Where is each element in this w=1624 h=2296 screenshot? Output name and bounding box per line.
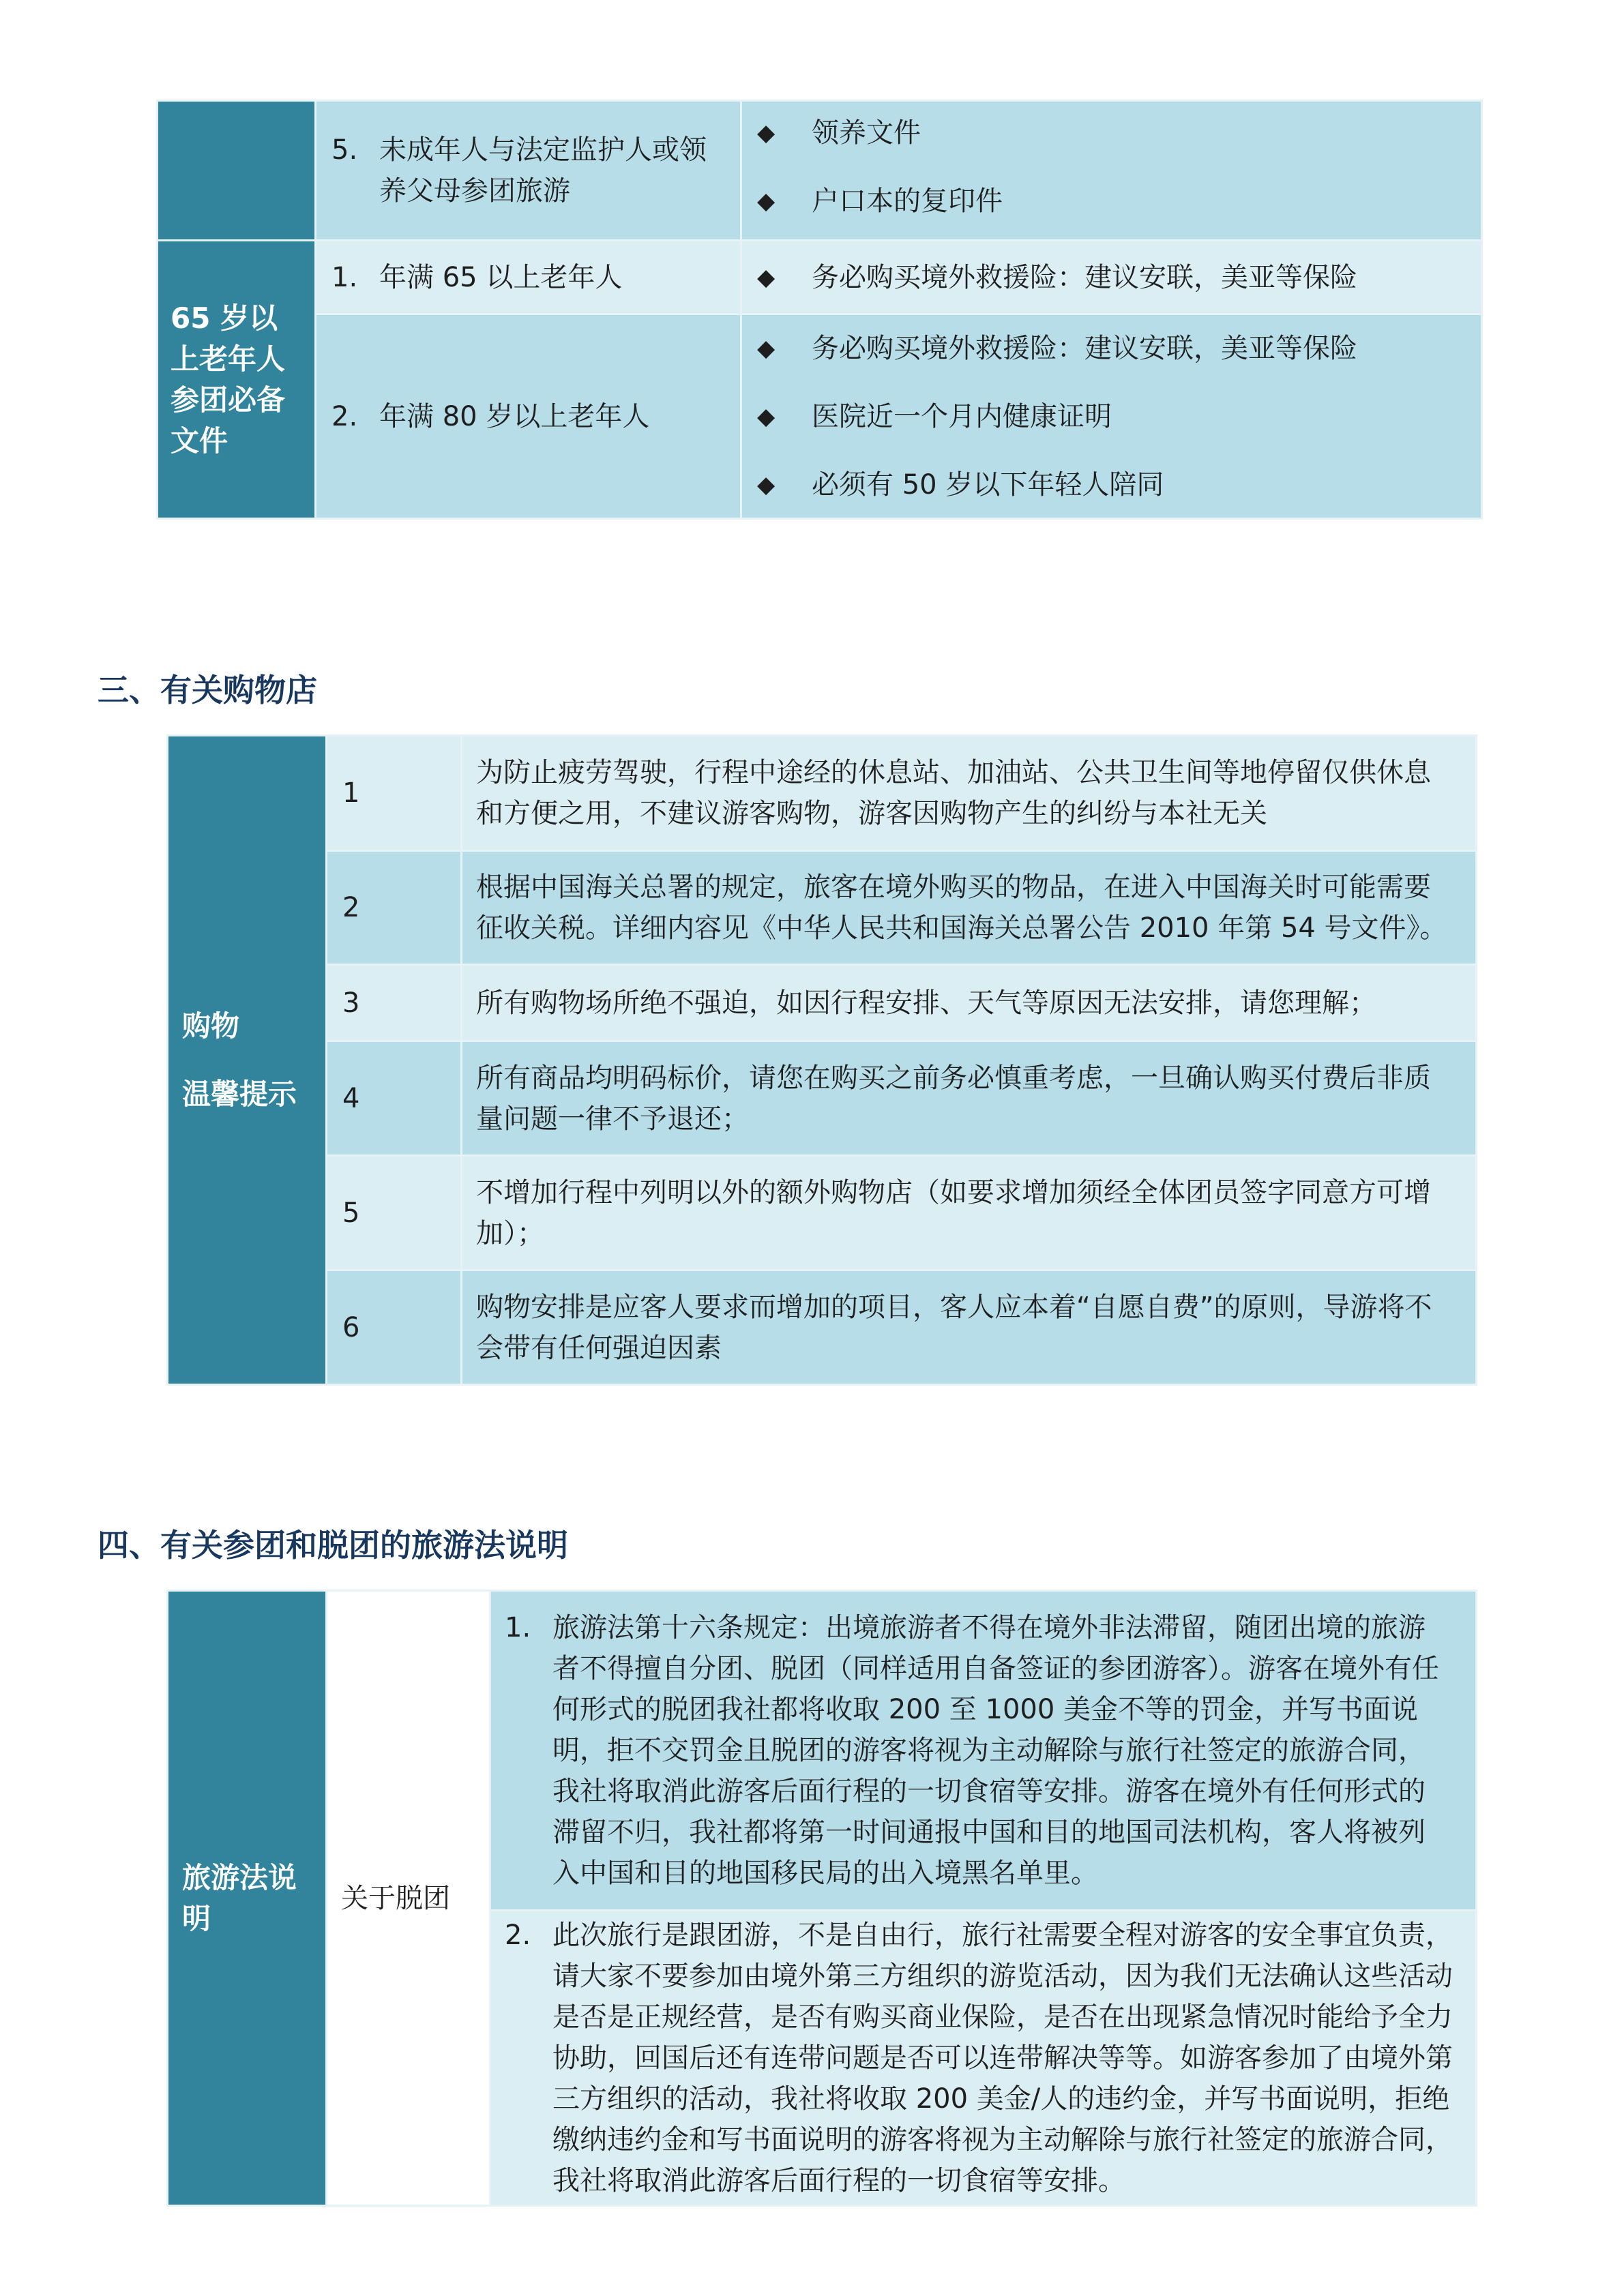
doc-item: ◆ 领养文件 bbox=[757, 113, 1467, 153]
doc-item: ◆ 务必购买境外救援险：建议安联，美亚等保险 bbox=[757, 257, 1467, 298]
doc-item: ◆ 户口本的复印件 bbox=[757, 181, 1467, 222]
tip-number: 2 bbox=[327, 851, 462, 965]
law-item-text: 旅游法第十六条规定：出境旅游者不得在境外非法滞留，随团出境的旅游者不得擅自分团、脱团（同样适用自备签证的参团游客）。游客在境外有任何形式的脱团我社都将收取 200 至 1000 美金不等的罚金，并写书面说明，拒不交罚金且脱团的游客将视为主动解除与旅行社签定的旅游合同，我社将取消此游客后面行程的一切食宿等安排。游客在境外有任何形式的滞留不归，我社都将第一时间通报中国和目的地国司法机构，客人将被列入中国和目的地国移民局的出入境黑名单里。 bbox=[552, 1612, 1439, 1889]
guardian-item-number: 5. bbox=[331, 134, 358, 166]
tip-number: 3 bbox=[327, 965, 462, 1041]
senior65-docs-cell bbox=[741, 241, 1482, 314]
law-item-number: 1. bbox=[505, 1612, 531, 1643]
diamond-bullet-icon: ◆ bbox=[757, 334, 776, 362]
section4-heading: 四、有关参团和脱团的旅游法说明 bbox=[98, 1527, 568, 1564]
senior80-docs-cell bbox=[741, 314, 1482, 519]
doc-item: ◆ 医院近一个月内健康证明 bbox=[757, 396, 1467, 437]
law-label-cell: 旅游法说明 bbox=[168, 1591, 327, 2206]
shopping-tips-table bbox=[166, 734, 1477, 1386]
law-item-cell bbox=[490, 1911, 1477, 2206]
section3-heading: 三、有关购物店 bbox=[98, 672, 317, 709]
law-item-number: 2. bbox=[505, 1920, 531, 1951]
shopping-label-line1: 购物 bbox=[182, 1009, 240, 1043]
diamond-bullet-icon: ◆ bbox=[757, 263, 776, 291]
law-item-cell bbox=[490, 1591, 1477, 1911]
guardian-docs-cell bbox=[741, 101, 1482, 241]
law-item-text: 此次旅行是跟团游，不是自由行，旅行社需要全程对游客的安全事宜负责，请大家不要参加由境外第三方组织的游览活动，因为我们无法确认这些活动是否是正规经营，是否有购买商业保险，是否在出现紧急情况时能给予全力协助，回国后还有连带问题是否可以连带解决等等。如游客参加了由境外第三方组织的活动，我社将收取 200 美金/人的违约金，并写书面说明，拒绝缴纳违约金和写书面说明的游客将视为主动解除与旅行社签定的旅游合同，我社将取消此游客后面行程的一切食宿等安排。 bbox=[552, 1920, 1453, 2196]
senior80-item-number: 2. bbox=[331, 400, 358, 432]
tourism-law-table bbox=[166, 1590, 1477, 2207]
tip-text: 根据中国海关总署的规定，旅客在境外购买的物品，在进入中国海关时可能需要征收关税。详细内容见《中华人民共和国海关总署公告 2010 年第 54 号文件》。 bbox=[462, 851, 1477, 965]
doc-item: ◆ 务必购买境外救援险：建议安联，美亚等保险 bbox=[757, 328, 1467, 369]
senior65-item-number: 1. bbox=[331, 261, 358, 293]
diamond-bullet-icon: ◆ bbox=[757, 119, 776, 147]
category-cell-empty bbox=[158, 101, 316, 241]
senior-category-label: 65 岁以上老年人参团必备文件 bbox=[158, 241, 316, 519]
tip-text: 为防止疲劳驾驶，行程中途经的休息站、加油站、公共卫生间等地停留仅供休息和方便之用，不建议游客购物，游客因购物产生的纠纷与本社无关 bbox=[462, 736, 1477, 851]
shopping-label-line2: 温馨提示 bbox=[182, 1077, 297, 1111]
diamond-bullet-icon: ◆ bbox=[757, 471, 776, 498]
shopping-label-cell bbox=[168, 736, 327, 1385]
required-documents-table bbox=[156, 100, 1483, 520]
law-sub-label: 关于脱团 bbox=[327, 1591, 490, 2206]
diamond-bullet-icon: ◆ bbox=[757, 402, 776, 430]
guardian-item-cell bbox=[316, 101, 741, 241]
senior80-item-text: 年满 80 岁以上老年人 bbox=[379, 400, 650, 432]
tip-number: 5 bbox=[327, 1156, 462, 1270]
tip-text: 所有购物场所绝不强迫，如因行程安排、天气等原因无法安排，请您理解； bbox=[462, 965, 1477, 1041]
senior65-item-cell bbox=[316, 241, 741, 314]
doc-item: ◆ 必须有 50 岁以下年轻人陪同 bbox=[757, 464, 1467, 505]
tip-number: 4 bbox=[327, 1041, 462, 1156]
tip-text: 所有商品均明码标价，请您在购买之前务必慎重考虑，一旦确认购买付费后非质量问题一律不予退还； bbox=[462, 1041, 1477, 1156]
senior65-item-text: 年满 65 以上老年人 bbox=[379, 261, 623, 293]
tip-text: 不增加行程中列明以外的额外购物店（如要求增加须经全体团员签字同意方可增加）； bbox=[462, 1156, 1477, 1270]
senior80-item-cell bbox=[316, 314, 741, 519]
diamond-bullet-icon: ◆ bbox=[757, 188, 776, 215]
tip-number: 1 bbox=[327, 736, 462, 851]
guardian-item-text: 未成年人与法定监护人或领养父母参团旅游 bbox=[379, 134, 707, 207]
tip-text: 购物安排是应客人要求而增加的项目，客人应本着“自愿自费”的原则，导游将不会带有任何强迫因素 bbox=[462, 1270, 1477, 1385]
tip-number: 6 bbox=[327, 1270, 462, 1385]
